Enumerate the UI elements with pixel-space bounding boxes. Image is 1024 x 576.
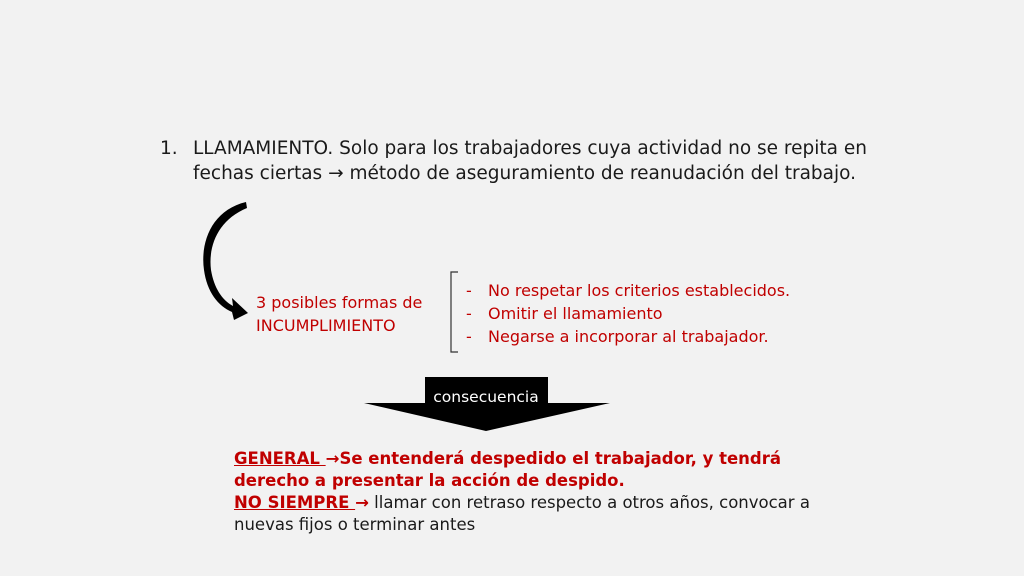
list-item-text: No respetar los criterios establecidos. xyxy=(488,281,791,300)
incumplimiento-line1: 3 posibles formas de xyxy=(256,293,423,312)
list-item xyxy=(466,325,790,348)
list-dash: - xyxy=(466,281,472,300)
no-siempre-text: llamar con retraso respecto a otros años, convocar a nuevas fijos o terminar antes xyxy=(234,493,810,534)
list-item-text: Negarse a incorporar al trabajador. xyxy=(488,327,769,346)
list-dash: - xyxy=(466,304,472,323)
incumplimiento-label xyxy=(256,291,422,337)
consequence-label: consecuencia xyxy=(433,388,539,406)
no-siempre-paragraph xyxy=(234,492,834,536)
list-number: 1. xyxy=(160,138,178,159)
list-item xyxy=(466,279,790,302)
list-item xyxy=(466,302,790,325)
arrow-icon: → xyxy=(328,163,344,184)
general-paragraph xyxy=(234,448,834,492)
arrow-icon: → xyxy=(325,449,340,468)
no-siempre-label: NO SIEMPRE xyxy=(234,493,356,512)
heading-body xyxy=(193,136,920,186)
curved-arrow-icon xyxy=(196,198,256,328)
list-item-text: Omitir el llamamiento xyxy=(488,304,663,323)
bracket-icon xyxy=(444,270,464,354)
heading-title: LLAMAMIENTO. xyxy=(193,138,334,159)
incumplimiento-line2: INCUMPLIMIENTO xyxy=(256,316,396,335)
general-label: GENERAL xyxy=(234,449,326,468)
conclusions xyxy=(234,448,834,536)
arrow-icon: → xyxy=(355,493,369,512)
heading-text: Solo para los trabajadores cuya actividad no se repita en fechas ciertas xyxy=(193,138,867,184)
heading-method: método de aseguramiento de reanudación del trabajo. xyxy=(349,163,857,184)
list-dash: - xyxy=(466,327,472,346)
heading-item xyxy=(160,136,920,186)
incumplimiento-forms-list xyxy=(466,279,790,348)
general-text: Se entenderá despedido el trabajador, y tendrá derecho a presentar la acción de despido. xyxy=(234,449,782,490)
